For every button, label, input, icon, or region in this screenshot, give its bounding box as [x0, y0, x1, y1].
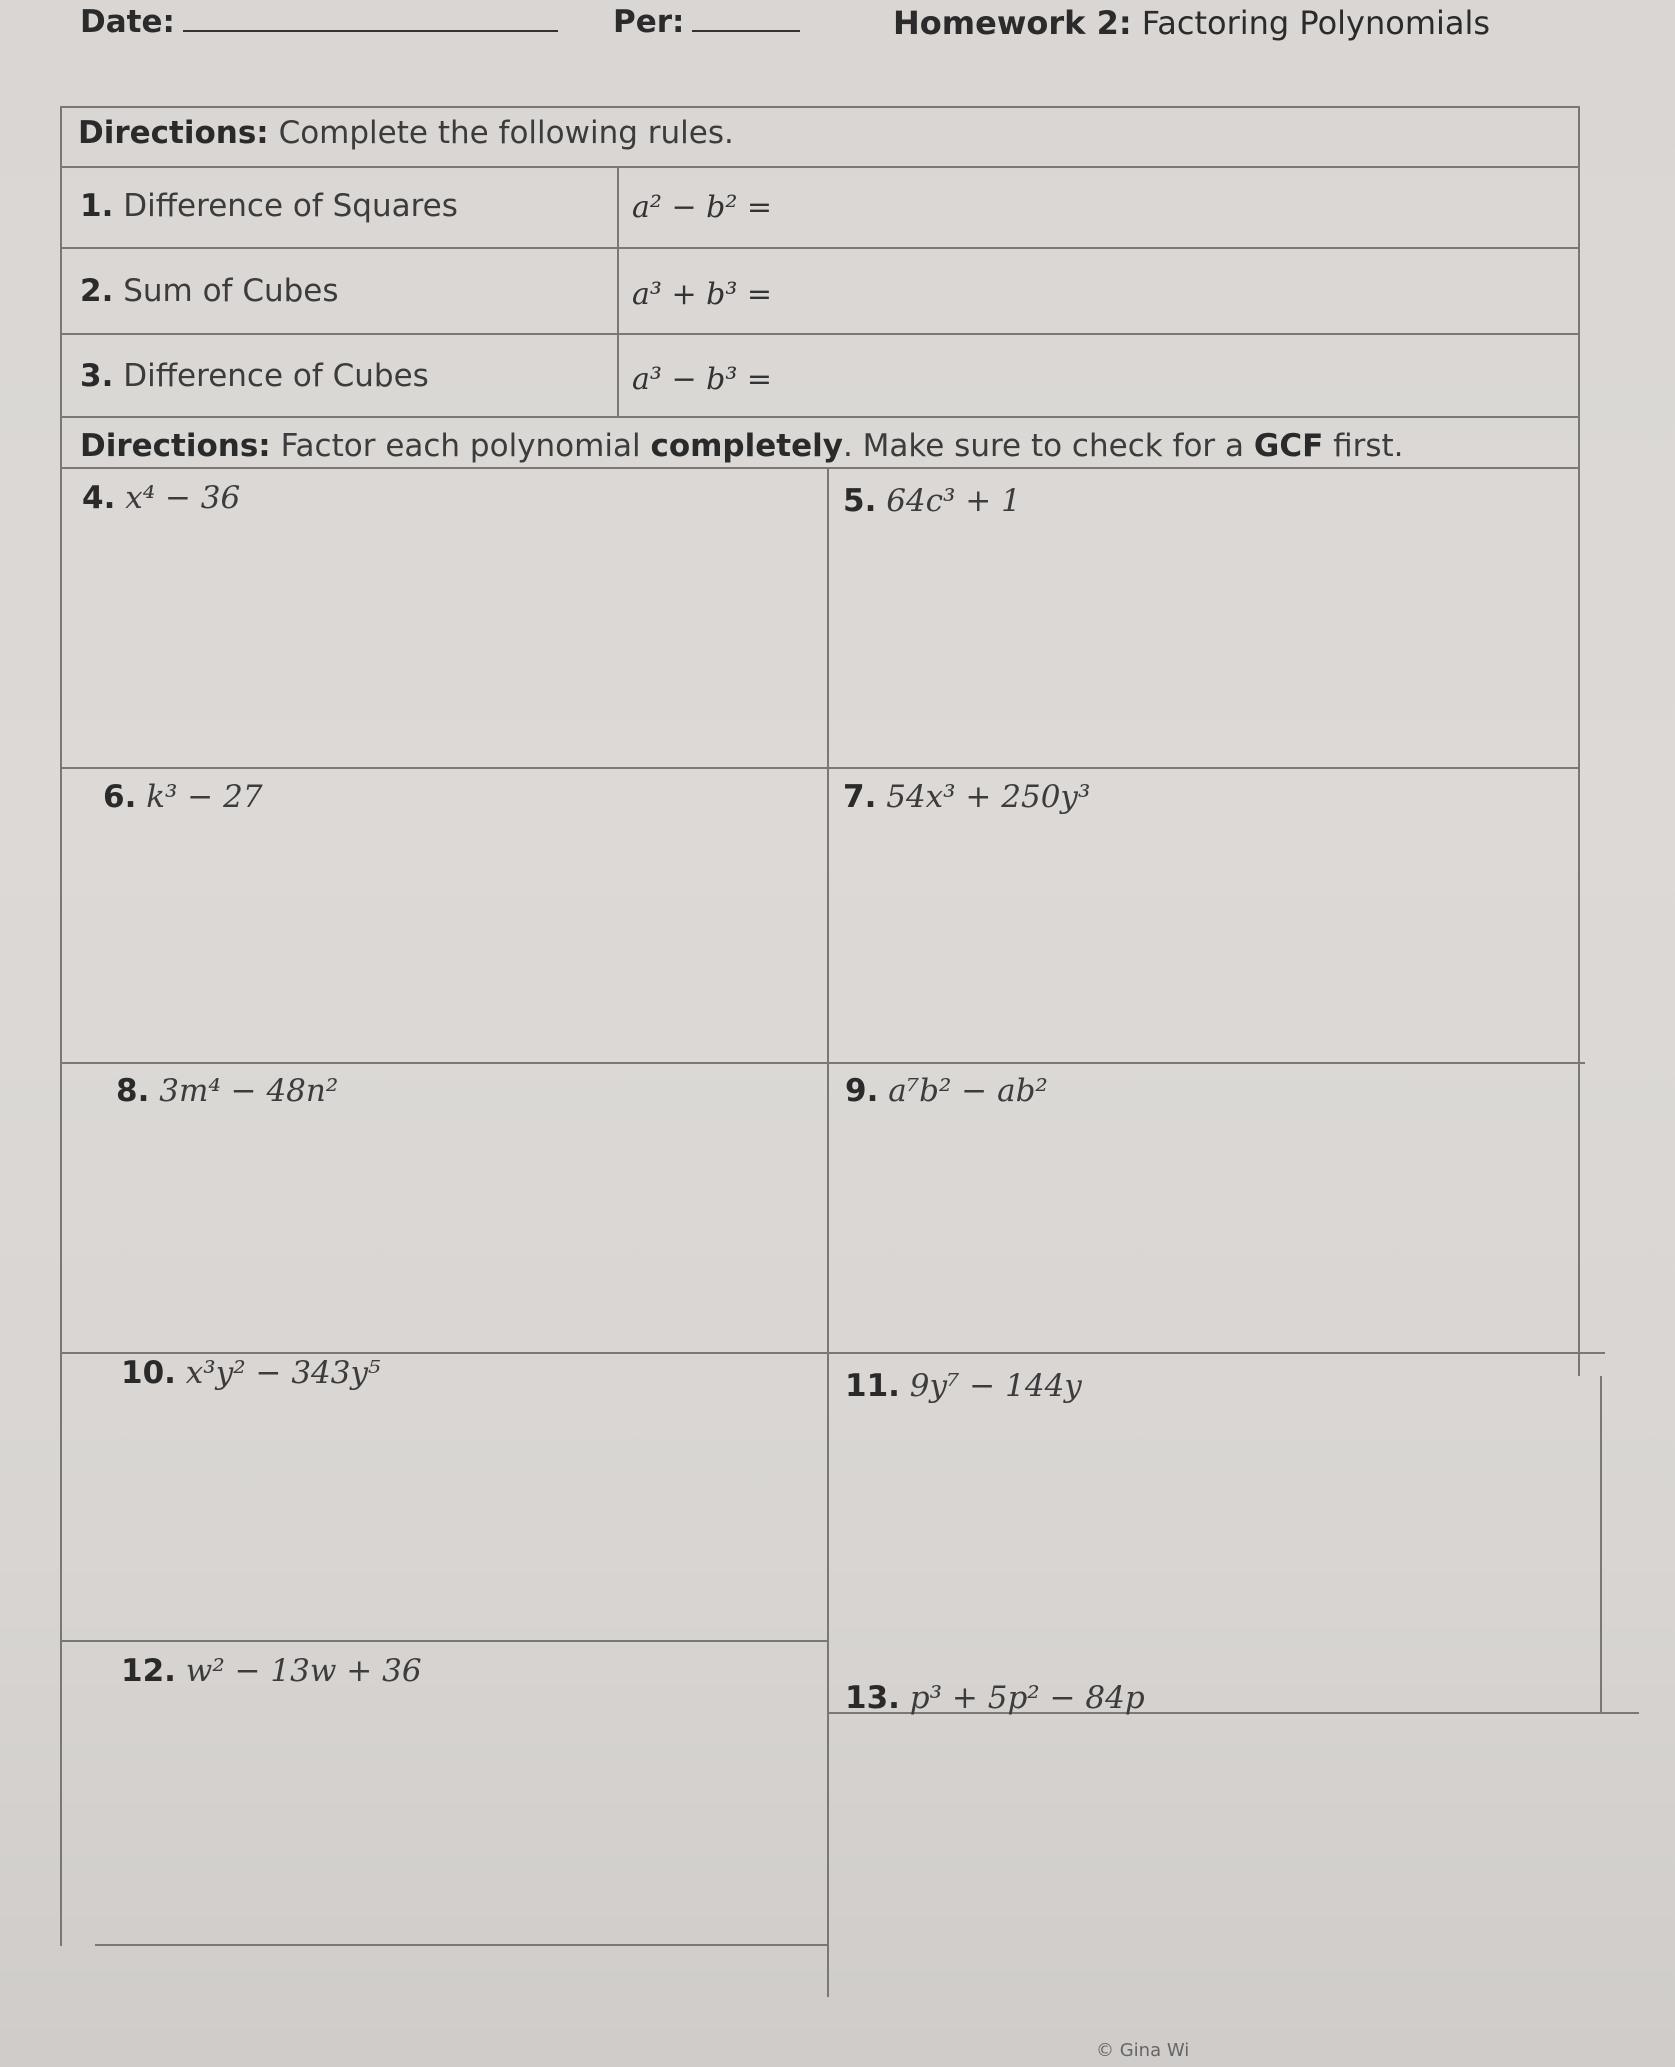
problem-9-expression: a⁷b² − ab²	[888, 1073, 1048, 1109]
rule-name-2: 2. Sum of Cubes	[80, 273, 339, 309]
problems-directions-text-3: first.	[1323, 428, 1404, 464]
problem-5	[843, 483, 1021, 519]
problem-13-number: 13.	[845, 1680, 900, 1716]
problem-7	[843, 779, 1090, 815]
problem-10	[121, 1355, 380, 1391]
copyright-footer: © Gina Wi	[1096, 2040, 1190, 2061]
rule-num-3: 3	[80, 358, 102, 394]
problem-12-number: 12.	[121, 1653, 176, 1689]
rules-header-divider	[60, 166, 1580, 168]
problem-4-expression: x⁴ − 36	[125, 480, 241, 516]
title-rest: Factoring Polynomials	[1131, 4, 1491, 42]
rules-row-divider-1	[60, 247, 1580, 249]
problem-8	[116, 1073, 338, 1109]
table-right-border	[1578, 106, 1580, 1376]
problems-directions-text-1: Factor each polynomial	[270, 428, 651, 464]
problem-7-number: 7.	[843, 779, 877, 815]
problem-8-number: 8.	[116, 1073, 150, 1109]
problem-12-expression: w² − 13w + 36	[185, 1653, 422, 1689]
period-field	[613, 4, 800, 40]
problem-7-expression: 54x³ + 250y³	[886, 779, 1091, 815]
rule-num-1: 1	[80, 188, 102, 224]
problem-5-expression: 64c³ + 1	[886, 483, 1021, 519]
rules-directions-bold: Directions:	[78, 115, 269, 151]
problems-row-divider-3	[60, 1352, 1605, 1354]
rule-label-1: Difference of Squares	[123, 188, 458, 224]
rule-formula-3: a³ − b³ =	[632, 362, 773, 397]
date-label: Date:	[80, 4, 175, 40]
problems-directions-completely: completely	[650, 428, 843, 464]
rules-row-divider-2	[60, 333, 1580, 335]
per-blank[interactable]	[692, 30, 800, 32]
page-title	[893, 4, 1490, 42]
problems-row-divider-4-left	[60, 1640, 828, 1642]
problems-directions-gcf: GCF	[1253, 428, 1324, 464]
problem-10-expression: x³y² − 343y⁵	[185, 1355, 381, 1391]
rule-formula-2: a³ + b³ =	[632, 277, 773, 312]
problems-row-divider-2	[60, 1062, 1585, 1064]
problems-directions-text-2: . Make sure to check for a	[842, 428, 1254, 464]
per-label: Per:	[613, 4, 685, 40]
rule-name-1: 1. Difference of Squares	[80, 188, 458, 224]
problem-4	[82, 480, 240, 516]
problem-12	[121, 1653, 422, 1689]
title-bold: Homework 2:	[893, 4, 1132, 42]
table-right-border-lower	[1600, 1376, 1602, 1712]
rule-num-2: 2	[80, 273, 102, 309]
problems-column-divider	[827, 467, 829, 1997]
problem-13-expression: p³ + 5p² − 84p	[909, 1680, 1145, 1716]
problems-directions	[80, 428, 1404, 464]
date-blank[interactable]	[183, 30, 558, 32]
rules-bottom-divider	[60, 416, 1580, 418]
problems-header-divider	[60, 467, 1580, 469]
rule-name-3: 3. Difference of Cubes	[80, 358, 429, 394]
problem-4-number: 4.	[82, 480, 116, 516]
problem-11	[845, 1368, 1082, 1404]
problem-11-expression: 9y⁷ − 144y	[909, 1368, 1082, 1404]
problem-6-expression: k³ − 27	[146, 779, 263, 815]
rules-directions	[78, 115, 734, 151]
problem-6	[103, 779, 263, 815]
problem-9-number: 9.	[845, 1073, 879, 1109]
problem-10-number: 10.	[121, 1355, 176, 1391]
problem-5-number: 5.	[843, 483, 877, 519]
rule-label-2: Sum of Cubes	[123, 273, 339, 309]
date-field	[80, 4, 558, 40]
problem-13	[845, 1680, 1145, 1716]
table-bottom-border	[95, 1944, 828, 1946]
rules-directions-text: Complete the following rules.	[268, 115, 734, 151]
problem-8-expression: 3m⁴ − 48n²	[159, 1073, 339, 1109]
problems-directions-bold: Directions:	[80, 428, 271, 464]
rule-label-3: Difference of Cubes	[123, 358, 429, 394]
table-left-border	[60, 106, 62, 1946]
rules-column-divider	[617, 166, 619, 416]
problem-9	[845, 1073, 1048, 1109]
problem-6-number: 6.	[103, 779, 137, 815]
problem-11-number: 11.	[845, 1368, 900, 1404]
table-top-border	[60, 106, 1580, 108]
problems-row-divider-1	[60, 767, 1580, 769]
rule-formula-1: a² − b² =	[632, 190, 773, 225]
